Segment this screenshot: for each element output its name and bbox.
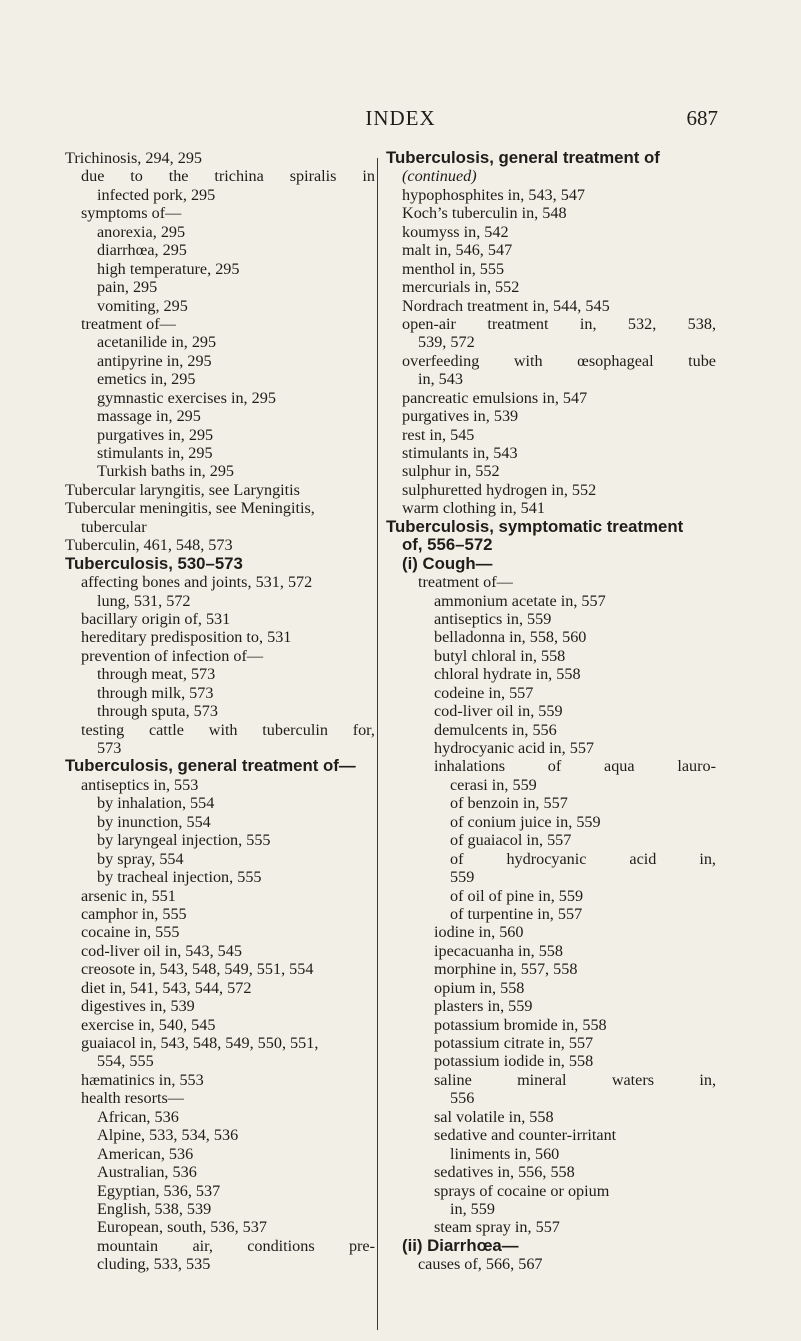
index-entry: Turkish baths in, 295: [97, 462, 235, 481]
index-entry: sedative and counter-irritant: [434, 1126, 617, 1145]
index-entry: gymnastic exercises in, 295: [97, 388, 276, 407]
index-entry: Nordrach treatment in, 544, 545: [402, 296, 610, 315]
index-entry: English, 538, 539: [97, 1199, 212, 1218]
index-entry: codeine in, 557: [434, 683, 534, 702]
index-entry: warm clothing in, 541: [402, 499, 545, 518]
index-entry: treatment of—: [81, 314, 176, 333]
index-entry: purgatives in, 539: [402, 407, 519, 426]
index-entry: overfeeding with œsophageal tube: [402, 351, 716, 370]
index-entry: tubercular: [81, 517, 147, 536]
index-entry: belladonna in, 558, 560: [434, 628, 587, 647]
index-entry: stimulants in, 543: [402, 444, 518, 462]
index-entry: causes of, 566, 567: [418, 1255, 543, 1274]
index-entry: of benzoin in, 557: [450, 794, 568, 813]
index-entry: due to the trichina spiralis in: [81, 167, 375, 186]
index-entry: Egyptian, 536, 537: [97, 1181, 221, 1200]
index-entry: hypophosphites in, 543, 547: [402, 185, 586, 204]
index-entry: 556: [450, 1089, 475, 1108]
index-entry: acetanilide in, 295: [97, 333, 217, 352]
index-entry: plasters in, 559: [434, 997, 533, 1016]
index-entry: of turpentine in, 557: [450, 904, 583, 923]
index-entry: through meat, 573: [97, 665, 216, 684]
index-entry: cod-liver oil in, 559: [434, 702, 563, 721]
index-entry: menthol in, 555: [402, 259, 505, 278]
index-entry: of guaiacol in, 557: [450, 831, 572, 850]
index-entry: diarrhœa, 295: [97, 241, 187, 260]
index-entry: through sputa, 573: [97, 702, 218, 721]
index-entry: creosote in, 543, 548, 549, 551, 554: [81, 960, 314, 979]
index-entry: diet in, 541, 543, 544, 572: [81, 978, 252, 997]
index-entry: digestives in, 539: [81, 997, 195, 1016]
index-entry: mountain air, conditions pre-: [97, 1236, 375, 1255]
index-entry: 559: [450, 868, 475, 887]
index-entry: liniments in, 560: [450, 1144, 560, 1163]
index-entry: pain, 295: [97, 278, 158, 297]
index-entry: Tubercular laryngitis, see Laryngitis: [65, 480, 300, 499]
index-entry: sal volatile in, 558: [434, 1107, 554, 1126]
index-entry: massage in, 295: [97, 407, 201, 426]
index-entry: by spray, 554: [97, 849, 184, 868]
page-header: [0, 106, 801, 130]
index-entry: potassium bromide in, 558: [434, 1015, 607, 1034]
index-entry: cod-liver oil in, 543, 545: [81, 941, 242, 960]
index-entry: cluding, 533, 535: [97, 1255, 211, 1274]
index-entry: hæmatinics in, 553: [81, 1070, 204, 1089]
index-entry: treatment of—: [418, 573, 513, 592]
index-entry: anorexia, 295: [97, 222, 186, 241]
index-entry: sulphur in, 552: [402, 462, 500, 481]
index-entry: by inhalation, 554: [97, 794, 215, 813]
index-entry: potassium citrate in, 557: [434, 1034, 594, 1052]
index-entry: Tubercular meningitis, see Meningitis,: [65, 499, 315, 518]
index-entry: (i) Cough—: [402, 553, 493, 573]
right-index-column: [386, 149, 716, 1274]
index-entry: testing cattle with tuberculin for,: [81, 720, 375, 739]
index-entry: exercise in, 540, 545: [81, 1015, 216, 1034]
index-entry: American, 536: [97, 1144, 194, 1163]
index-entry: chloral hydrate in, 558: [434, 665, 581, 684]
index-entry: demulcents in, 556: [434, 720, 557, 739]
index-entry: by laryngeal injection, 555: [97, 831, 271, 850]
index-entry: saline mineral waters in,: [434, 1070, 716, 1089]
index-entry: 554, 555: [97, 1052, 154, 1071]
index-entry: koumyss in, 542: [402, 222, 509, 241]
index-entry: sulphuretted hydrogen in, 552: [402, 480, 597, 499]
index-entry: hereditary predisposition to, 531: [81, 628, 292, 647]
index-entry: Tuberculosis, general treatment of—: [65, 756, 356, 776]
index-entry: Trichinosis, 294, 295: [65, 149, 203, 167]
index-entry: iodine in, 560: [434, 923, 524, 942]
index-entry: Alpine, 533, 534, 536: [97, 1126, 239, 1145]
index-entry: ammonium acetate in, 557: [434, 591, 606, 610]
index-entry: Tuberculosis, 530–573: [65, 553, 243, 573]
index-entry: by inunction, 554: [97, 812, 211, 831]
index-entry: 539, 572: [418, 333, 475, 352]
index-entry: open-air treatment in, 532, 538,: [402, 314, 716, 333]
index-entry: vomiting, 295: [97, 296, 188, 315]
page-title: INDEX: [365, 106, 436, 130]
page-number: 687: [686, 106, 718, 130]
index-entry: cerasi in, 559: [450, 775, 537, 794]
index-entry: rest in, 545: [402, 425, 475, 444]
index-entry: purgatives in, 295: [97, 425, 214, 444]
index-entry: guaiacol in, 543, 548, 549, 550, 551,: [81, 1034, 319, 1052]
index-entry: 573: [97, 739, 122, 757]
index-entry: bacillary origin of, 531: [81, 609, 231, 628]
index-entry: antiseptics in, 553: [81, 775, 199, 794]
index-entry: infected pork, 295: [97, 185, 216, 204]
index-entry: butyl chloral in, 558: [434, 646, 566, 665]
index-entry: sprays of cocaine or opium: [434, 1181, 610, 1200]
index-entry: malt in, 546, 547: [402, 241, 513, 260]
index-entry: of oil of pine in, 559: [450, 886, 584, 905]
index-entry: stimulants in, 295: [97, 444, 213, 462]
index-entry: arsenic in, 551: [81, 886, 176, 905]
index-entry: of conium juice in, 559: [450, 812, 601, 831]
index-entry: antipyrine in, 295: [97, 351, 212, 370]
index-entry: sedatives in, 556, 558: [434, 1163, 575, 1182]
index-entry: emetics in, 295: [97, 370, 196, 389]
index-entry: symptoms of—: [81, 204, 182, 223]
index-entry: Koch’s tuberculin in, 548: [402, 204, 567, 223]
index-entry: through milk, 573: [97, 683, 214, 702]
index-entry: affecting bones and joints, 531, 572: [81, 573, 313, 592]
index-entry: mercurials in, 552: [402, 278, 520, 297]
left-index-column: [65, 149, 375, 1274]
column-divider: [377, 158, 378, 1330]
index-entry: hydrocyanic acid in, 557: [434, 739, 595, 757]
index-entry: Tuberculosis, symptomatic treatment: [386, 516, 684, 536]
index-entry: cocaine in, 555: [81, 923, 180, 942]
index-entry: pancreatic emulsions in, 547: [402, 388, 588, 407]
index-entry: of, 556–572: [402, 535, 493, 555]
index-entry: potassium iodide in, 558: [434, 1052, 594, 1071]
index-entry: African, 536: [97, 1107, 179, 1126]
index-entry: Tuberculosis, general treatment of: [386, 148, 660, 167]
index-entry: (ii) Diarrhœa—: [402, 1235, 519, 1255]
index-entry: ipecacuanha in, 558: [434, 941, 563, 960]
index-entry: prevention of infection of—: [81, 646, 264, 665]
index-entry: steam spray in, 557: [434, 1218, 560, 1237]
index-entry: (continued): [402, 167, 477, 186]
index-entry: camphor in, 555: [81, 904, 187, 923]
index-entry: health resorts—: [81, 1089, 184, 1108]
index-entry: opium in, 558: [434, 978, 525, 997]
index-entry: inhalations of aqua lauro-: [434, 757, 716, 776]
index-entry: morphine in, 557, 558: [434, 960, 578, 979]
index-entry: of hydrocyanic acid in,: [450, 849, 716, 868]
index-entry: European, south, 536, 537: [97, 1218, 267, 1237]
index-entry: antiseptics in, 559: [434, 609, 552, 628]
index-entry: Tuberculin, 461, 548, 573: [65, 536, 233, 555]
index-entry: in, 543: [418, 370, 463, 389]
index-entry: high temperature, 295: [97, 259, 240, 278]
index-entry: lung, 531, 572: [97, 591, 191, 610]
index-entry: by tracheal injection, 555: [97, 868, 262, 887]
index-entry: in, 559: [450, 1199, 495, 1218]
index-entry: Australian, 536: [97, 1163, 197, 1182]
